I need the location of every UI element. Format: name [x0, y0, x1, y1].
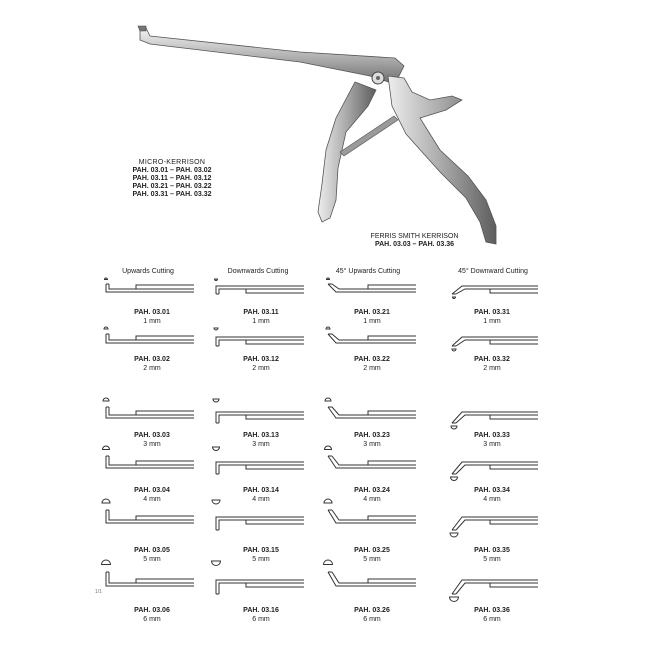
item-size: 3 mm — [252, 441, 270, 448]
shaft-line — [106, 334, 194, 343]
cross-section — [212, 500, 220, 504]
item-code: PAH. 03.33 — [474, 432, 510, 439]
scale-mark: 1/1 — [95, 589, 102, 595]
instrument-rear-handle — [388, 76, 496, 244]
cross-section — [105, 278, 108, 280]
item-size: 5 mm — [143, 556, 161, 563]
shaft-line — [452, 580, 538, 594]
tip-diagram — [214, 328, 304, 346]
shaft-line — [328, 510, 416, 523]
tip-diagram — [452, 286, 538, 299]
item-code: PAH. 03.25 — [354, 547, 390, 554]
tip-diagram — [213, 399, 304, 423]
item-size: 5 mm — [363, 556, 381, 563]
item-size: 6 mm — [143, 616, 161, 623]
shaft-line — [452, 517, 538, 530]
tip-diagram — [327, 278, 417, 292]
item-size: 2 mm — [143, 365, 161, 372]
shaft-line — [452, 412, 538, 423]
item-size: 1 mm — [143, 318, 161, 325]
shaft-line — [328, 334, 416, 343]
item-code: PAH. 03.03 — [134, 432, 170, 439]
cross-section — [325, 446, 332, 450]
cross-section — [214, 328, 218, 330]
item-size: 3 mm — [143, 441, 161, 448]
cross-section — [103, 398, 109, 401]
tip-diagram — [213, 447, 305, 474]
item-size: 4 mm — [363, 496, 381, 503]
cross-section — [452, 349, 456, 351]
shaft-line — [216, 337, 304, 346]
cross-section — [213, 399, 219, 402]
instrument-shaft — [140, 28, 404, 84]
item-code: PAH. 03.04 — [134, 487, 170, 494]
item-size: 1 mm — [363, 318, 381, 325]
cross-section — [324, 560, 333, 565]
cross-section — [102, 560, 111, 565]
tip-diagram — [325, 446, 417, 468]
cross-section — [450, 533, 458, 537]
shaft-line — [106, 284, 194, 292]
item-size: 4 mm — [143, 496, 161, 503]
tip-diagram — [215, 279, 305, 294]
kerrison-rongeur-illustration — [138, 26, 496, 244]
item-size: 6 mm — [363, 616, 381, 623]
item-size: 2 mm — [363, 365, 381, 372]
shaft-line — [106, 456, 194, 468]
item-size: 1 mm — [252, 318, 270, 325]
item-code: PAH. 03.34 — [474, 487, 510, 494]
ferris-smith-title: FERRIS SMITH KERRISON — [370, 233, 459, 240]
cross-section — [451, 426, 457, 429]
tip-diagram — [104, 327, 194, 343]
item-code: PAH. 03.15 — [243, 547, 279, 554]
cross-section — [104, 327, 108, 329]
item-size: 3 mm — [483, 441, 501, 448]
item-code: PAH. 03.23 — [354, 432, 390, 439]
shaft-line — [216, 580, 304, 594]
column-heading-upwards: Upwards Cutting — [122, 268, 174, 275]
shaft-line — [452, 337, 538, 346]
cross-section — [450, 597, 459, 602]
cross-section — [327, 278, 330, 280]
micro-kerrison-code: PAH. 03.01 – PAH. 03.02 — [132, 167, 212, 174]
column-heading-45-upwards: 45° Upwards Cutting — [335, 268, 401, 275]
item-code: PAH. 03.31 — [474, 309, 510, 316]
cross-section — [326, 327, 330, 329]
tip-diagram — [451, 412, 538, 429]
shaft-line — [328, 456, 416, 468]
item-size: 5 mm — [483, 556, 501, 563]
item-code: PAH. 03.14 — [243, 487, 279, 494]
shaft-line — [216, 286, 304, 294]
micro-kerrison-code: PAH. 03.11 – PAH. 03.12 — [132, 175, 212, 182]
item-code: PAH. 03.24 — [354, 487, 390, 494]
item-size: 6 mm — [252, 616, 270, 623]
micro-kerrison-title: MICRO-KERRISON — [138, 159, 206, 166]
shaft-line — [328, 407, 416, 418]
item-code: PAH. 03.21 — [354, 309, 390, 316]
item-code: PAH. 03.11 — [243, 309, 279, 316]
micro-kerrison-code: PAH. 03.31 – PAH. 03.32 — [132, 191, 212, 198]
ferris-smith-code: PAH. 03.03 – PAH. 03.36 — [374, 241, 455, 248]
item-code: PAH. 03.36 — [474, 607, 510, 614]
item-code: PAH. 03.32 — [474, 356, 510, 363]
micro-kerrison-caption — [117, 159, 227, 199]
item-code: PAH. 03.16 — [243, 607, 279, 614]
item-size: 4 mm — [483, 496, 501, 503]
shaft-line — [328, 572, 416, 586]
tip-diagram — [103, 446, 195, 468]
tip-diagram — [105, 278, 195, 292]
shaft-line — [452, 462, 538, 474]
item-code: PAH. 03.26 — [354, 607, 390, 614]
item-code: PAH. 03.05 — [134, 547, 170, 554]
item-size: 2 mm — [483, 365, 501, 372]
cross-section — [212, 561, 221, 566]
tip-diagram — [212, 500, 304, 530]
item-code: PAH. 03.13 — [243, 432, 279, 439]
instrument-tip — [138, 26, 146, 31]
item-size: 2 mm — [252, 365, 270, 372]
shaft-line — [106, 510, 194, 523]
shaft-line — [106, 572, 194, 586]
shaft-line — [328, 284, 416, 292]
shaft-line — [106, 407, 194, 418]
tip-diagram — [450, 517, 538, 537]
tip-diagram — [212, 561, 305, 594]
cross-section — [325, 398, 331, 401]
cross-section — [324, 499, 332, 503]
micro-kerrison-code: PAH. 03.21 – PAH. 03.22 — [132, 183, 212, 190]
tip-diagram — [450, 580, 539, 602]
cross-section — [213, 447, 220, 451]
column-heading-downwards: Downwards Cutting — [227, 268, 289, 275]
item-code: PAH. 03.01 — [134, 309, 170, 316]
tip-diagram — [325, 398, 416, 418]
item-code: PAH. 03.35 — [474, 547, 510, 554]
column-heading-45-downward: 45° Downward Cutting — [458, 268, 528, 275]
item-size: 5 mm — [252, 556, 270, 563]
item-size: 1 mm — [483, 318, 501, 325]
shaft-line — [216, 462, 304, 474]
ferris-smith-caption — [357, 233, 472, 249]
tip-diagram — [451, 462, 539, 481]
tip-diagram — [452, 337, 538, 351]
cross-section — [102, 499, 110, 503]
tip-diagram — [326, 327, 416, 343]
cross-section — [453, 297, 456, 299]
item-code: PAH. 03.06 — [134, 607, 170, 614]
cross-section — [215, 279, 218, 281]
shaft-line — [216, 412, 304, 423]
shaft-line — [452, 286, 538, 294]
item-size: 6 mm — [483, 616, 501, 623]
item-code: PAH. 03.12 — [243, 356, 279, 363]
tip-diagram — [103, 398, 194, 418]
shaft-line — [216, 517, 304, 530]
item-size: 4 mm — [252, 496, 270, 503]
item-code: PAH. 03.02 — [134, 356, 170, 363]
item-size: 3 mm — [363, 441, 381, 448]
item-code: PAH. 03.22 — [354, 356, 390, 363]
cross-section — [451, 477, 458, 481]
cross-section — [103, 446, 110, 450]
